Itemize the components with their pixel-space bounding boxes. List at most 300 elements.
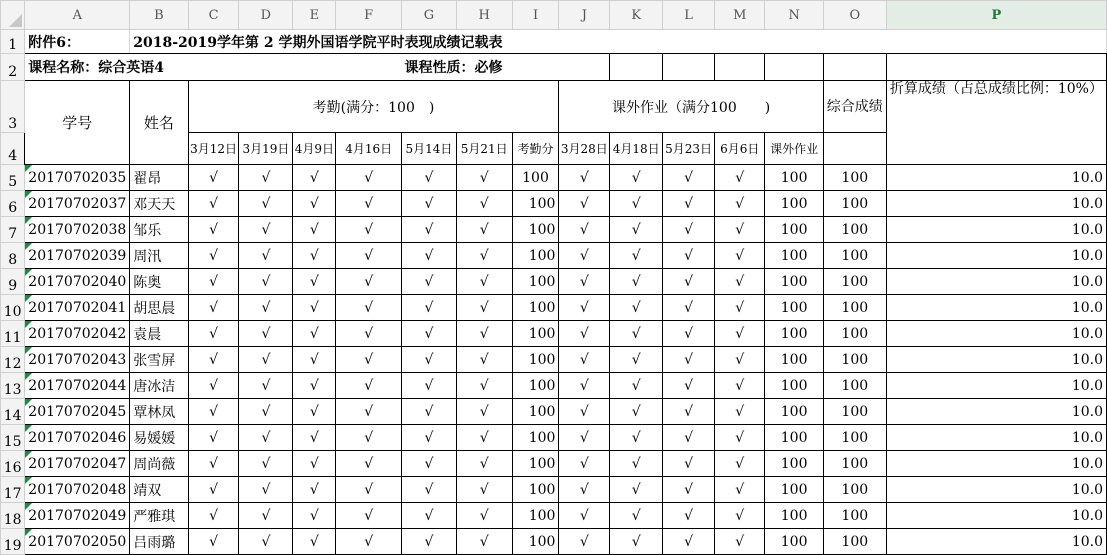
column-header-J[interactable]: J: [559, 1, 610, 30]
attendance-score-cell[interactable]: 100: [512, 295, 559, 321]
attendance-score-cell[interactable]: 100: [512, 165, 559, 191]
row-header[interactable]: 17: [1, 477, 25, 503]
column-header-O[interactable]: O: [823, 1, 886, 30]
homework-check-cell[interactable]: √: [610, 295, 663, 321]
row-header[interactable]: 9: [1, 269, 25, 295]
row-header-4[interactable]: 4: [1, 133, 25, 165]
homework-check-cell[interactable]: √: [559, 425, 610, 451]
student-name-cell[interactable]: 胡思晨: [130, 295, 188, 321]
homework-check-cell[interactable]: √: [663, 373, 715, 399]
attendance-check-cell[interactable]: √: [402, 373, 457, 399]
homework-check-cell[interactable]: √: [715, 477, 765, 503]
composite-score-cell[interactable]: 100: [823, 503, 886, 529]
homework-check-cell[interactable]: √: [715, 347, 765, 373]
student-id-cell[interactable]: [25, 451, 130, 477]
column-header-K[interactable]: K: [610, 1, 663, 30]
student-id-cell[interactable]: [25, 373, 130, 399]
attendance-check-cell[interactable]: √: [336, 529, 402, 555]
column-header-F[interactable]: F: [336, 1, 402, 30]
homework-score-cell[interactable]: 100: [765, 503, 823, 529]
homework-check-cell[interactable]: √: [663, 191, 715, 217]
attendance-check-cell[interactable]: √: [456, 243, 512, 269]
attendance-check-cell[interactable]: √: [402, 165, 457, 191]
attendance-check-cell[interactable]: √: [336, 165, 402, 191]
homework-check-cell[interactable]: √: [559, 503, 610, 529]
attendance-check-cell[interactable]: √: [336, 451, 402, 477]
homework-score-cell[interactable]: 100: [765, 295, 823, 321]
homework-check-cell[interactable]: √: [559, 477, 610, 503]
attendance-score-cell[interactable]: 100: [512, 269, 559, 295]
attendance-check-cell[interactable]: √: [293, 165, 336, 191]
converted-score-cell[interactable]: 10.0: [886, 295, 1106, 321]
row-header[interactable]: 18: [1, 503, 25, 529]
attendance-score-cell[interactable]: 100: [512, 399, 559, 425]
converted-score-cell[interactable]: 10.0: [886, 269, 1106, 295]
attendance-check-cell[interactable]: √: [239, 373, 293, 399]
homework-check-cell[interactable]: √: [559, 269, 610, 295]
attendance-check-cell[interactable]: √: [456, 191, 512, 217]
student-name-cell[interactable]: 张雪屏: [130, 347, 188, 373]
row-header[interactable]: 15: [1, 425, 25, 451]
homework-check-cell[interactable]: √: [610, 347, 663, 373]
attendance-score-cell[interactable]: 100: [512, 321, 559, 347]
empty-cell[interactable]: [823, 54, 886, 81]
attendance-check-cell[interactable]: √: [293, 425, 336, 451]
attendance-check-cell[interactable]: √: [402, 347, 457, 373]
select-all-corner[interactable]: [1, 1, 25, 30]
homework-check-cell[interactable]: √: [715, 269, 765, 295]
attendance-check-cell[interactable]: √: [456, 347, 512, 373]
composite-score-cell[interactable]: 100: [823, 191, 886, 217]
attendance-check-cell[interactable]: √: [239, 191, 293, 217]
date-header[interactable]: 3月12日: [188, 133, 239, 165]
attachment-label[interactable]: 附件6：: [25, 30, 130, 54]
attendance-check-cell[interactable]: √: [402, 529, 457, 555]
homework-score-cell[interactable]: 100: [765, 399, 823, 425]
composite-score-cell[interactable]: 100: [823, 321, 886, 347]
homework-check-cell[interactable]: √: [559, 451, 610, 477]
attendance-check-cell[interactable]: √: [293, 347, 336, 373]
row-header[interactable]: 7: [1, 217, 25, 243]
homework-check-cell[interactable]: √: [559, 295, 610, 321]
attendance-check-cell[interactable]: √: [456, 217, 512, 243]
student-name-cell[interactable]: 邓天天: [130, 191, 188, 217]
date-header[interactable]: 5月14日: [402, 133, 457, 165]
attendance-check-cell[interactable]: √: [188, 217, 239, 243]
homework-check-cell[interactable]: √: [715, 217, 765, 243]
row-header[interactable]: 12: [1, 347, 25, 373]
student-id-header[interactable]: 学号: [25, 81, 130, 165]
homework-check-cell[interactable]: √: [610, 451, 663, 477]
attendance-check-cell[interactable]: √: [188, 321, 239, 347]
student-name-cell[interactable]: 严雅琪: [130, 503, 188, 529]
composite-score-cell[interactable]: 100: [823, 347, 886, 373]
student-name-cell[interactable]: 吕雨璐: [130, 529, 188, 555]
attendance-check-cell[interactable]: √: [239, 477, 293, 503]
attendance-check-cell[interactable]: √: [402, 425, 457, 451]
column-header-L[interactable]: L: [663, 1, 715, 30]
attendance-score-header[interactable]: 考勤分: [512, 133, 559, 165]
attendance-check-cell[interactable]: √: [239, 451, 293, 477]
attendance-check-cell[interactable]: √: [188, 503, 239, 529]
empty-cell[interactable]: [610, 54, 663, 81]
sheet-title[interactable]: 2018-2019学年第 2 学期外国语学院平时表现成绩记载表: [130, 30, 1107, 54]
empty-cell[interactable]: [886, 54, 1106, 81]
homework-score-cell[interactable]: 100: [765, 243, 823, 269]
student-id-cell[interactable]: [25, 347, 130, 373]
attendance-check-cell[interactable]: √: [336, 269, 402, 295]
attendance-check-cell[interactable]: √: [456, 295, 512, 321]
attendance-check-cell[interactable]: √: [336, 503, 402, 529]
empty-cell[interactable]: [765, 54, 823, 81]
homework-score-cell[interactable]: 100: [765, 217, 823, 243]
hw-date-header[interactable]: 6月6日: [715, 133, 765, 165]
row-header-3[interactable]: 3: [1, 81, 25, 133]
homework-check-cell[interactable]: √: [663, 243, 715, 269]
converted-score-cell[interactable]: 10.0: [886, 191, 1106, 217]
date-header[interactable]: 3月19日: [239, 133, 293, 165]
student-name-cell[interactable]: 易媛媛: [130, 425, 188, 451]
empty-cell[interactable]: [715, 54, 765, 81]
course-type-cell[interactable]: 课程性质：必修: [402, 54, 610, 81]
homework-check-cell[interactable]: √: [663, 451, 715, 477]
attendance-check-cell[interactable]: √: [456, 451, 512, 477]
student-name-cell[interactable]: 袁晨: [130, 321, 188, 347]
attendance-score-cell[interactable]: 100: [512, 451, 559, 477]
attendance-check-cell[interactable]: √: [293, 191, 336, 217]
attendance-check-cell[interactable]: √: [293, 399, 336, 425]
attendance-check-cell[interactable]: √: [239, 529, 293, 555]
student-id-cell[interactable]: [25, 191, 130, 217]
row-header[interactable]: 10: [1, 295, 25, 321]
column-header-H[interactable]: H: [456, 1, 512, 30]
converted-score-cell[interactable]: 10.0: [886, 477, 1106, 503]
attendance-check-cell[interactable]: √: [293, 477, 336, 503]
row-header[interactable]: 8: [1, 243, 25, 269]
homework-score-cell[interactable]: 100: [765, 269, 823, 295]
homework-check-cell[interactable]: √: [610, 217, 663, 243]
empty-cell[interactable]: [663, 54, 715, 81]
homework-score-cell[interactable]: 100: [765, 165, 823, 191]
homework-score-cell[interactable]: 100: [765, 529, 823, 555]
attendance-check-cell[interactable]: √: [402, 295, 457, 321]
homework-check-cell[interactable]: √: [610, 503, 663, 529]
date-header[interactable]: 5月21日: [456, 133, 512, 165]
row-header[interactable]: 16: [1, 451, 25, 477]
attendance-check-cell[interactable]: √: [336, 373, 402, 399]
homework-check-cell[interactable]: √: [663, 269, 715, 295]
homework-check-cell[interactable]: √: [715, 451, 765, 477]
homework-check-cell[interactable]: √: [610, 321, 663, 347]
student-id-cell[interactable]: [25, 503, 130, 529]
homework-check-cell[interactable]: √: [559, 243, 610, 269]
student-name-cell[interactable]: 周尚薇: [130, 451, 188, 477]
student-id-cell[interactable]: [25, 321, 130, 347]
column-header-D[interactable]: D: [239, 1, 293, 30]
attendance-check-cell[interactable]: √: [402, 451, 457, 477]
column-header-P[interactable]: P: [886, 1, 1106, 30]
composite-score-cell[interactable]: 100: [823, 243, 886, 269]
student-id-cell[interactable]: [25, 269, 130, 295]
homework-check-cell[interactable]: √: [559, 321, 610, 347]
attendance-check-cell[interactable]: √: [402, 399, 457, 425]
hw-date-header[interactable]: 5月23日: [663, 133, 715, 165]
converted-score-cell[interactable]: 10.0: [886, 399, 1106, 425]
attendance-check-cell[interactable]: √: [239, 295, 293, 321]
row-header[interactable]: 19: [1, 529, 25, 555]
converted-score-cell[interactable]: 10.0: [886, 425, 1106, 451]
attendance-check-cell[interactable]: √: [188, 477, 239, 503]
composite-score-cell[interactable]: 100: [823, 373, 886, 399]
attendance-check-cell[interactable]: √: [188, 399, 239, 425]
attendance-score-cell[interactable]: 100: [512, 347, 559, 373]
homework-check-cell[interactable]: √: [663, 425, 715, 451]
converted-score-cell[interactable]: 10.0: [886, 373, 1106, 399]
homework-check-cell[interactable]: √: [663, 321, 715, 347]
attendance-check-cell[interactable]: √: [188, 425, 239, 451]
attendance-check-cell[interactable]: √: [239, 321, 293, 347]
homework-check-cell[interactable]: √: [715, 165, 765, 191]
attendance-check-cell[interactable]: √: [188, 347, 239, 373]
attendance-score-cell[interactable]: 100: [512, 503, 559, 529]
attendance-check-cell[interactable]: √: [402, 191, 457, 217]
attendance-check-cell[interactable]: √: [336, 217, 402, 243]
homework-check-cell[interactable]: √: [610, 477, 663, 503]
homework-check-cell[interactable]: √: [663, 217, 715, 243]
homework-check-cell[interactable]: √: [610, 425, 663, 451]
homework-check-cell[interactable]: √: [559, 165, 610, 191]
attendance-check-cell[interactable]: √: [456, 373, 512, 399]
attendance-check-cell[interactable]: √: [336, 243, 402, 269]
converted-score-cell[interactable]: 10.0: [886, 347, 1106, 373]
student-id-cell[interactable]: [25, 243, 130, 269]
attendance-check-cell[interactable]: √: [336, 399, 402, 425]
row-header[interactable]: 6: [1, 191, 25, 217]
attendance-check-cell[interactable]: √: [188, 529, 239, 555]
composite-score-cell[interactable]: 100: [823, 477, 886, 503]
row-header[interactable]: 11: [1, 321, 25, 347]
attendance-check-cell[interactable]: √: [336, 295, 402, 321]
attendance-check-cell[interactable]: √: [293, 217, 336, 243]
attendance-check-cell[interactable]: √: [336, 477, 402, 503]
homework-check-cell[interactable]: √: [610, 529, 663, 555]
attendance-check-cell[interactable]: √: [456, 503, 512, 529]
attendance-check-cell[interactable]: √: [402, 269, 457, 295]
converted-score-cell[interactable]: 10.0: [886, 217, 1106, 243]
homework-check-cell[interactable]: √: [663, 165, 715, 191]
composite-score-cell[interactable]: 100: [823, 269, 886, 295]
composite-score-cell[interactable]: 100: [823, 165, 886, 191]
converted-score-header[interactable]: 折算成绩（占总成绩比例：10%）: [886, 81, 1106, 165]
attendance-check-cell[interactable]: √: [293, 295, 336, 321]
hw-date-header[interactable]: 3月28日: [559, 133, 610, 165]
homework-check-cell[interactable]: √: [559, 191, 610, 217]
homework-check-cell[interactable]: √: [715, 295, 765, 321]
homework-score-cell[interactable]: 100: [765, 373, 823, 399]
attendance-check-cell[interactable]: √: [188, 269, 239, 295]
attendance-check-cell[interactable]: √: [188, 295, 239, 321]
student-id-cell[interactable]: [25, 165, 130, 191]
homework-check-cell[interactable]: √: [559, 373, 610, 399]
date-header[interactable]: 4月9日: [293, 133, 336, 165]
student-name-cell[interactable]: 陈奥: [130, 269, 188, 295]
homework-check-cell[interactable]: √: [663, 399, 715, 425]
attendance-check-cell[interactable]: √: [239, 217, 293, 243]
homework-check-cell[interactable]: √: [715, 529, 765, 555]
attendance-check-cell[interactable]: √: [239, 399, 293, 425]
attendance-check-cell[interactable]: √: [293, 373, 336, 399]
composite-score-cell[interactable]: 100: [823, 529, 886, 555]
attendance-check-cell[interactable]: √: [336, 347, 402, 373]
homework-check-cell[interactable]: √: [663, 477, 715, 503]
converted-score-cell[interactable]: 10.0: [886, 529, 1106, 555]
student-name-cell[interactable]: 靖双: [130, 477, 188, 503]
composite-score-cell[interactable]: 100: [823, 451, 886, 477]
row-header-2[interactable]: 2: [1, 54, 25, 81]
attendance-check-cell[interactable]: √: [336, 425, 402, 451]
converted-score-cell[interactable]: 10.0: [886, 451, 1106, 477]
attendance-check-cell[interactable]: √: [402, 503, 457, 529]
attendance-check-cell[interactable]: √: [239, 269, 293, 295]
student-id-cell[interactable]: [25, 295, 130, 321]
student-id-cell[interactable]: [25, 217, 130, 243]
homework-check-cell[interactable]: √: [663, 347, 715, 373]
student-name-cell[interactable]: 覃林凤: [130, 399, 188, 425]
homework-check-cell[interactable]: √: [663, 295, 715, 321]
homework-check-cell[interactable]: √: [715, 373, 765, 399]
column-header-M[interactable]: M: [715, 1, 765, 30]
homework-score-cell[interactable]: 100: [765, 321, 823, 347]
column-header-C[interactable]: C: [188, 1, 239, 30]
composite-score-cell[interactable]: 100: [823, 399, 886, 425]
homework-check-cell[interactable]: √: [715, 425, 765, 451]
attendance-check-cell[interactable]: √: [456, 477, 512, 503]
homework-check-cell[interactable]: √: [610, 373, 663, 399]
converted-score-cell[interactable]: 10.0: [886, 321, 1106, 347]
attendance-check-cell[interactable]: √: [188, 191, 239, 217]
homework-check-cell[interactable]: √: [610, 165, 663, 191]
attendance-check-cell[interactable]: √: [456, 399, 512, 425]
attendance-check-cell[interactable]: √: [188, 165, 239, 191]
attendance-check-cell[interactable]: √: [456, 425, 512, 451]
attendance-check-cell[interactable]: √: [239, 243, 293, 269]
attendance-check-cell[interactable]: √: [293, 451, 336, 477]
attendance-score-cell[interactable]: 100: [512, 373, 559, 399]
student-id-cell[interactable]: [25, 399, 130, 425]
homework-check-cell[interactable]: √: [610, 399, 663, 425]
homework-check-cell[interactable]: √: [663, 503, 715, 529]
attendance-check-cell[interactable]: √: [456, 321, 512, 347]
homework-score-cell[interactable]: 100: [765, 347, 823, 373]
attendance-check-cell[interactable]: √: [188, 373, 239, 399]
attendance-check-cell[interactable]: √: [402, 321, 457, 347]
attendance-check-cell[interactable]: √: [293, 321, 336, 347]
student-name-cell[interactable]: 唐冰洁: [130, 373, 188, 399]
homework-score-cell[interactable]: 100: [765, 191, 823, 217]
converted-score-cell[interactable]: 10.0: [886, 503, 1106, 529]
homework-score-header[interactable]: 课外作业: [765, 133, 823, 165]
row-header[interactable]: 13: [1, 373, 25, 399]
attendance-score-cell[interactable]: 100: [512, 217, 559, 243]
student-name-cell[interactable]: 周汛: [130, 243, 188, 269]
composite-score-cell[interactable]: 100: [823, 295, 886, 321]
homework-check-cell[interactable]: √: [715, 321, 765, 347]
attendance-check-cell[interactable]: √: [402, 243, 457, 269]
converted-score-cell[interactable]: 10.0: [886, 243, 1106, 269]
date-header[interactable]: 4月16日: [336, 133, 402, 165]
attendance-score-cell[interactable]: 100: [512, 477, 559, 503]
column-header-N[interactable]: N: [765, 1, 823, 30]
homework-check-cell[interactable]: √: [559, 399, 610, 425]
attendance-check-cell[interactable]: √: [239, 347, 293, 373]
student-id-cell[interactable]: [25, 477, 130, 503]
course-name-cell[interactable]: 课程名称：综合英语4: [25, 54, 402, 81]
homework-check-cell[interactable]: √: [663, 529, 715, 555]
homework-score-cell[interactable]: 100: [765, 477, 823, 503]
attendance-check-cell[interactable]: √: [188, 243, 239, 269]
attendance-group-header[interactable]: 考勤(满分：100 ): [188, 81, 559, 133]
composite-score-cell[interactable]: 100: [823, 217, 886, 243]
student-name-cell[interactable]: 翟昂: [130, 165, 188, 191]
attendance-check-cell[interactable]: √: [336, 321, 402, 347]
row-header[interactable]: 5: [1, 165, 25, 191]
attendance-check-cell[interactable]: √: [293, 503, 336, 529]
homework-check-cell[interactable]: √: [610, 243, 663, 269]
homework-check-cell[interactable]: √: [610, 191, 663, 217]
homework-check-cell[interactable]: √: [610, 269, 663, 295]
attendance-check-cell[interactable]: √: [293, 269, 336, 295]
column-header-G[interactable]: G: [402, 1, 457, 30]
homework-check-cell[interactable]: √: [559, 529, 610, 555]
attendance-score-cell[interactable]: 100: [512, 425, 559, 451]
attendance-score-cell[interactable]: 100: [512, 243, 559, 269]
attendance-check-cell[interactable]: √: [188, 451, 239, 477]
homework-score-cell[interactable]: 100: [765, 425, 823, 451]
attendance-check-cell[interactable]: √: [402, 477, 457, 503]
homework-group-header[interactable]: 课外作业（满分100 ): [559, 81, 823, 133]
attendance-check-cell[interactable]: √: [239, 425, 293, 451]
homework-check-cell[interactable]: √: [559, 217, 610, 243]
homework-check-cell[interactable]: √: [715, 399, 765, 425]
attendance-check-cell[interactable]: √: [456, 269, 512, 295]
attendance-score-cell[interactable]: 100: [512, 191, 559, 217]
homework-check-cell[interactable]: √: [715, 243, 765, 269]
column-header-B[interactable]: B: [130, 1, 188, 30]
converted-score-cell[interactable]: 10.0: [886, 165, 1106, 191]
empty-cell[interactable]: [823, 133, 886, 165]
student-id-cell[interactable]: [25, 529, 130, 555]
column-header-E[interactable]: E: [293, 1, 336, 30]
composite-score-header[interactable]: 综合成绩: [823, 81, 886, 133]
name-header[interactable]: 姓名: [130, 81, 188, 165]
attendance-check-cell[interactable]: √: [336, 191, 402, 217]
attendance-check-cell[interactable]: √: [456, 529, 512, 555]
attendance-check-cell[interactable]: √: [293, 243, 336, 269]
row-header-1[interactable]: 1: [1, 30, 25, 54]
student-id-cell[interactable]: [25, 425, 130, 451]
column-header-A[interactable]: A: [25, 1, 130, 30]
homework-check-cell[interactable]: √: [715, 503, 765, 529]
column-header-I[interactable]: I: [512, 1, 559, 30]
hw-date-header[interactable]: 4月18日: [610, 133, 663, 165]
attendance-check-cell[interactable]: √: [239, 503, 293, 529]
composite-score-cell[interactable]: 100: [823, 425, 886, 451]
homework-score-cell[interactable]: 100: [765, 451, 823, 477]
row-header[interactable]: 14: [1, 399, 25, 425]
homework-check-cell[interactable]: √: [715, 191, 765, 217]
attendance-check-cell[interactable]: √: [456, 165, 512, 191]
attendance-score-cell[interactable]: 100: [512, 529, 559, 555]
